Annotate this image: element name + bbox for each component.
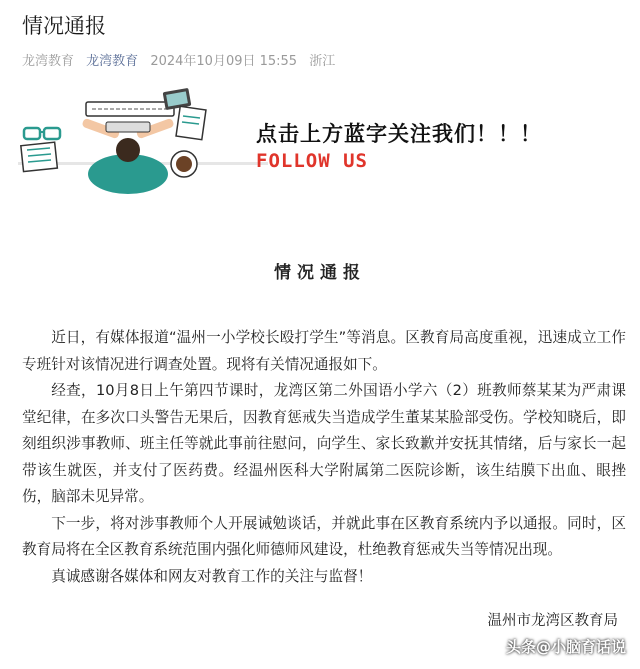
notice-paragraph: 下一步，将对涉事教师个人开展诫勉谈话，并就此事在区教育系统内予以通报。同时，区教育局将在全区教育系统范围内强化师德师风建设，杜绝教育惩戒失当等情况出现。 bbox=[22, 514, 626, 558]
papers-icon bbox=[176, 106, 206, 139]
notice-signature: 温州市龙湾区教育局 bbox=[487, 613, 618, 629]
keyboard-icon bbox=[86, 102, 174, 116]
source-watermark: 头条@小脑育话说 bbox=[505, 638, 626, 656]
glasses-icon bbox=[24, 128, 60, 139]
follow-prompt-text: 点击上方蓝字关注我们！！！ bbox=[256, 122, 542, 146]
banner-illustration bbox=[18, 88, 268, 196]
account-link[interactable]: 龙湾教育 bbox=[86, 54, 139, 69]
notice-paragraph: 近日，有媒体报道“温州一小学校长殴打学生”等消息。区教育局高度重视，迅速成立工作专班针对该情况进行调查处置。现将有关情况通报如下。 bbox=[22, 329, 626, 373]
notice-heading: 情况通报 bbox=[274, 263, 366, 283]
notice-paragraph: 真诚感谢各媒体和网友对教育工作的关注与监督！ bbox=[51, 567, 373, 585]
notice-body bbox=[22, 325, 626, 590]
follow-us-label: FOLLOW US bbox=[256, 150, 368, 172]
article-meta bbox=[22, 50, 343, 69]
coffee-cup-icon bbox=[171, 151, 197, 177]
notice-paragraph: 经查，10月8日上午第四节课时，龙湾区第二外国语小学六（2）班教师蔡某某为严肃课堂纪律，在多次口头警告无果后，因教育惩戒失当造成学生董某某脸部受伤。学校知晓后，即刻组织涉事教师、班主任等就此事前往慰问，向学生、家长致歉并安抚其情绪，后与家长一起带该生就医，并支付了医药费。经温州医科大学附属第二医院诊断，该生结膜下出血、眼挫伤，脑部未见异常。 bbox=[22, 382, 626, 505]
notebook-icon bbox=[21, 142, 58, 171]
person-at-laptop-icon bbox=[81, 118, 174, 194]
source-label: 龙湾教育 bbox=[22, 54, 75, 69]
article-title: 情况通报 bbox=[22, 14, 106, 38]
location-label: 浙江 bbox=[309, 54, 336, 69]
publish-datetime: 2024年10月09日 15:55 bbox=[150, 54, 298, 69]
